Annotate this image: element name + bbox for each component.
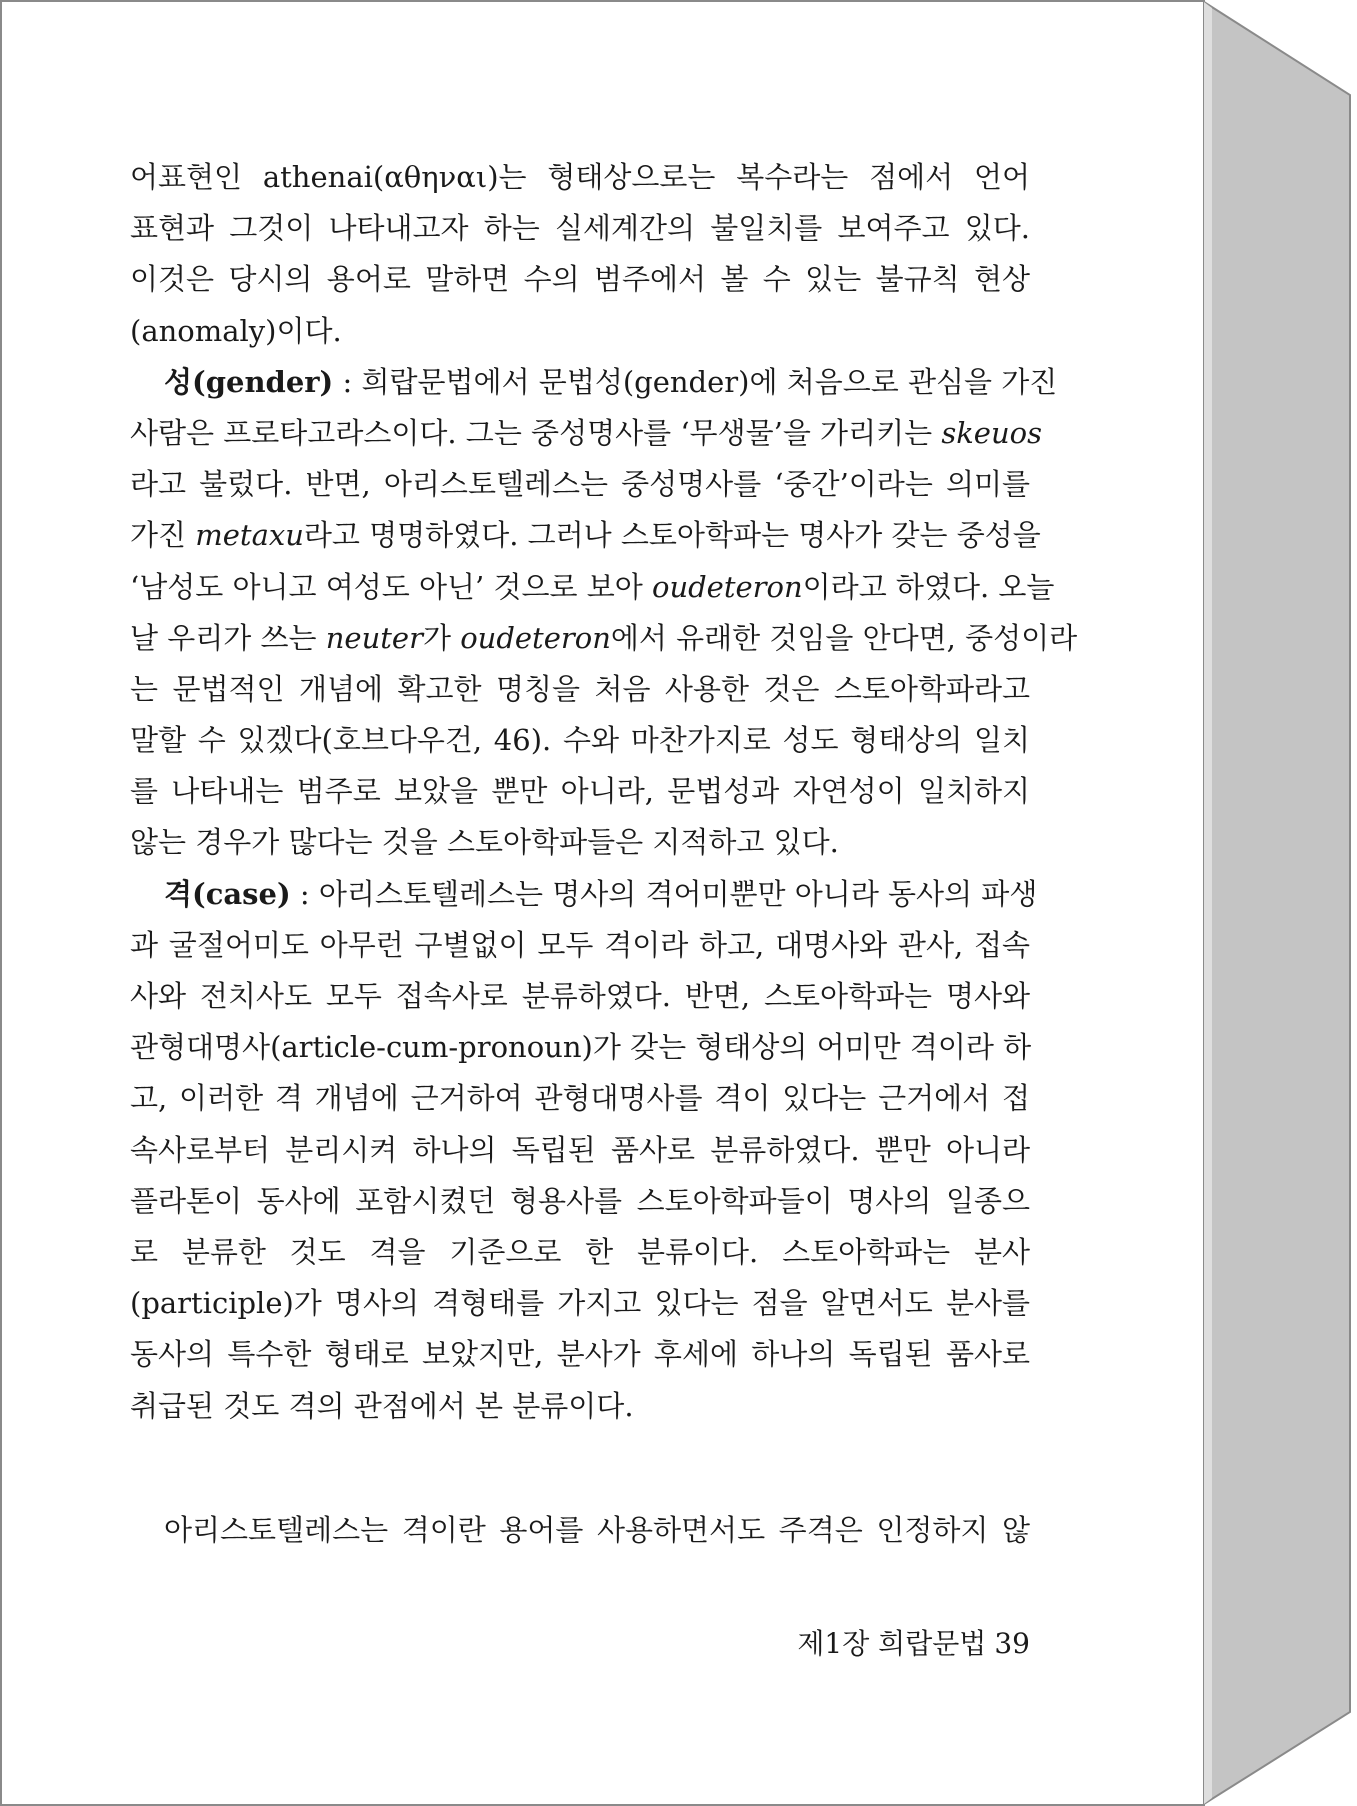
text-line: 아리스토텔레스는 격이란 용어를 사용하면서도 주격은 인정하지 않 — [164, 1512, 1030, 1547]
text-span: 가 — [422, 620, 461, 655]
text-line: 동사의 특수한 형태로 보았지만, 분사가 후세에 하나의 독립된 품사로 — [130, 1337, 1030, 1372]
paragraph-case — [130, 869, 1038, 1432]
paragraph-gender — [130, 357, 1078, 869]
text-line: (anomaly)이다. — [130, 313, 342, 348]
text-span: 사람은 프로타고라스이다. 그는 중성명사를 ‘무생물’을 가리키는 — [130, 415, 942, 450]
text-line — [130, 510, 1041, 561]
paragraph-4 — [130, 1505, 1030, 1556]
text-span: 이라고 하였다. 오늘 — [802, 569, 1055, 604]
text-span: ‘남성도 아니고 여성도 아닌’ 것으로 보아 — [130, 569, 652, 604]
page-footer — [760, 1622, 1030, 1662]
text-line: 로 분류한 것도 격을 기준으로 한 분류이다. 스토아학파는 분사 — [130, 1234, 1030, 1269]
italic-term: skeuos — [941, 415, 1042, 450]
text-line: 고, 이러한 격 개념에 근거하여 관형대명사를 격이 있다는 근거에서 접 — [130, 1081, 1030, 1116]
text-line: (participle)가 명사의 격형태를 가지고 있다는 점을 알면서도 분사를 — [130, 1286, 1030, 1321]
italic-term: oudeteron — [651, 569, 803, 604]
text-line: 플라톤이 동사에 포함시켰던 형용사를 스토아학파들이 명사의 일종으 — [130, 1183, 1030, 1218]
text-span: 에서 유래한 것임을 안다면, 중성이라 — [610, 620, 1078, 655]
italic-term: neuter — [325, 620, 423, 655]
text-line: 어표현인 athenai(αθηναι)는 형태상으로는 복수라는 점에서 언어 — [130, 160, 1030, 194]
body-text — [130, 152, 1078, 1556]
text-line — [130, 613, 1078, 664]
chapter-title: 제1장 희랍문법 — [797, 1627, 987, 1660]
text-line: 말할 수 있겠다(호브다우건, 46). 수와 마찬가지로 성도 형태상의 일치 — [130, 723, 1030, 758]
text-line: 라고 불렀다. 반면, 아리스토텔레스는 중성명사를 ‘중간’이라는 의미를 — [130, 467, 1030, 502]
text-line: 취급된 것도 격의 관점에서 본 분류이다. — [130, 1388, 634, 1423]
separator: : — [290, 876, 319, 911]
text-span: 희랍문법에서 문법성(gender)에 처음으로 관심을 가진 — [361, 364, 1058, 399]
text-line: 는 문법적인 개념에 확고한 명칭을 처음 사용한 것은 스토아학파라고 — [130, 671, 1030, 706]
text-span: 가진 — [130, 518, 196, 553]
text-line: 않는 경우가 많다는 것을 스토아학파들은 지적하고 있다. — [130, 825, 839, 860]
italic-term: oudeteron — [460, 620, 611, 655]
text-line: 표현과 그것이 나타내고자 하는 실세계간의 불일치를 보여주고 있다. — [130, 211, 1030, 246]
page-number: 39 — [994, 1627, 1030, 1660]
text-line: 속사로부터 분리시켜 하나의 독립된 품사로 분류하였다. 뿐만 아니라 — [130, 1132, 1030, 1167]
term-gender: 성(gender) — [164, 364, 334, 399]
paragraph-1 — [130, 152, 1030, 357]
text-span: 날 우리가 쓰는 — [130, 620, 326, 655]
text-span: 라고 명명하였다. 그러나 스토아학파는 명사가 갖는 중성을 — [303, 518, 1041, 553]
text-line — [130, 357, 1058, 408]
text-line — [130, 869, 1038, 920]
text-line — [130, 408, 1042, 459]
text-line: 사와 전치사도 모두 접속사로 분류하였다. 반면, 스토아학파는 명사와 — [130, 979, 1030, 1013]
text-line: 이것은 당시의 용어로 말하면 수의 범주에서 볼 수 있는 불규칙 현상 — [130, 262, 1030, 297]
text-span: 아리스토텔레스는 명사의 격어미뿐만 아니라 동사의 파생 — [318, 876, 1038, 911]
text-line: 를 나타내는 범주로 보았을 뿐만 아니라, 문법성과 자연성이 일치하지 — [130, 774, 1030, 809]
italic-term: metaxu — [195, 518, 304, 553]
term-case: 격(case) — [164, 876, 291, 911]
separator: : — [333, 364, 362, 399]
paragraph-gap — [130, 1432, 1030, 1505]
text-line: 관형대명사(article-cum-pronoun)가 갖는 형태상의 어미만 격이라 하 — [130, 1030, 1032, 1065]
text-line: 과 굴절어미도 아무런 구별없이 모두 격이라 하고, 대명사와 관사, 접속 — [130, 927, 1030, 962]
text-line — [130, 562, 1055, 613]
